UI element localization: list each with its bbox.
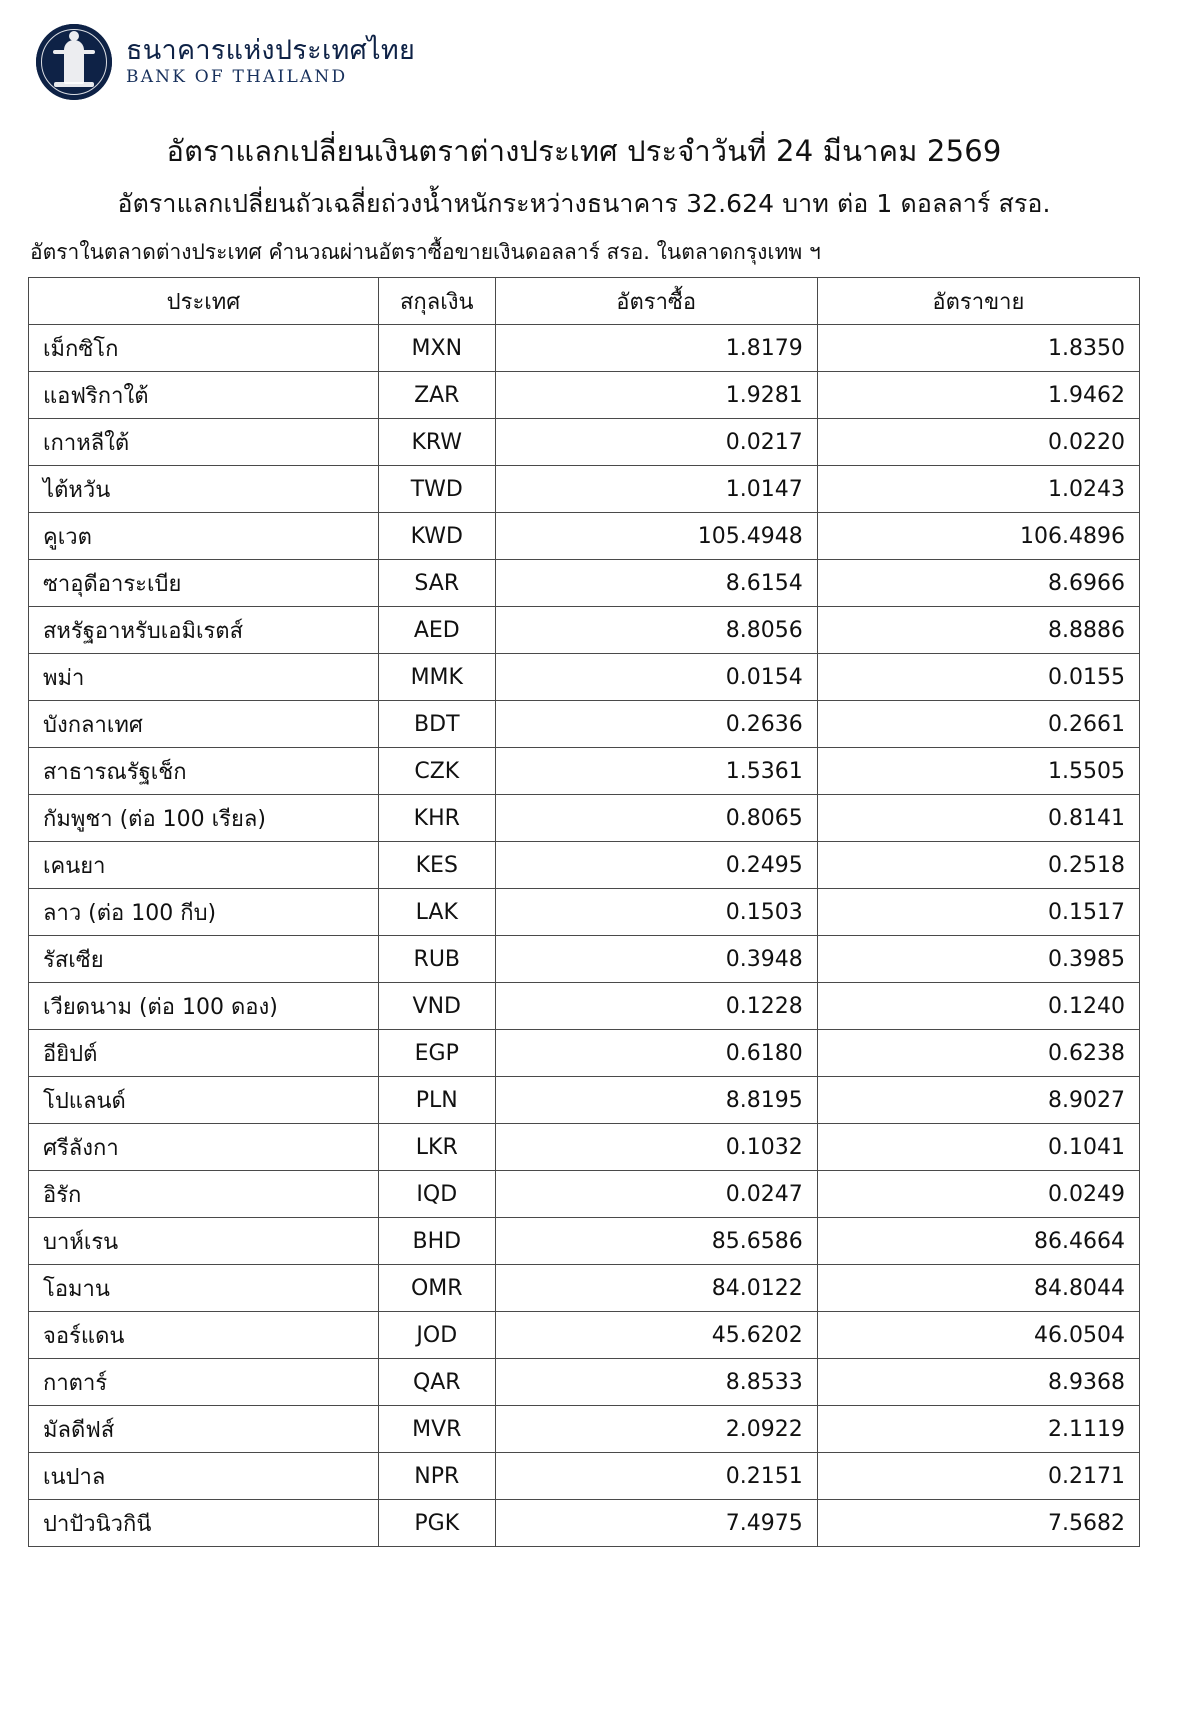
cell-sell-rate: 0.2518: [817, 842, 1139, 889]
cell-sell-rate: 0.2661: [817, 701, 1139, 748]
cell-country: กัมพูชา (ต่อ 100 เรียล): [29, 795, 379, 842]
table-row: [29, 1312, 1140, 1359]
cell-currency-code: JOD: [378, 1312, 495, 1359]
cell-currency-code: RUB: [378, 936, 495, 983]
cell-sell-rate: 86.4664: [817, 1218, 1139, 1265]
table-row: [29, 607, 1140, 654]
cell-currency-code: LKR: [378, 1124, 495, 1171]
cell-country: ซาอุดีอาระเบีย: [29, 560, 379, 607]
cell-currency-code: SAR: [378, 560, 495, 607]
cell-sell-rate: 0.6238: [817, 1030, 1139, 1077]
cell-buy-rate: 8.8533: [495, 1359, 817, 1406]
cell-buy-rate: 1.9281: [495, 372, 817, 419]
brand-name-en: BANK OF THAILAND: [126, 67, 348, 88]
table-row: [29, 889, 1140, 936]
cell-buy-rate: 0.8065: [495, 795, 817, 842]
cell-currency-code: PGK: [378, 1500, 495, 1547]
cell-sell-rate: 1.8350: [817, 325, 1139, 372]
cell-sell-rate: 1.9462: [817, 372, 1139, 419]
table-row: [29, 701, 1140, 748]
cell-country: จอร์แดน: [29, 1312, 379, 1359]
table-row: [29, 654, 1140, 701]
cell-country: เวียดนาม (ต่อ 100 ดอง): [29, 983, 379, 1030]
cell-country: บาห์เรน: [29, 1218, 379, 1265]
table-row: [29, 466, 1140, 513]
table-row: [29, 1077, 1140, 1124]
cell-currency-code: KRW: [378, 419, 495, 466]
cell-currency-code: BDT: [378, 701, 495, 748]
cell-country: มัลดีฟส์: [29, 1406, 379, 1453]
cell-sell-rate: 106.4896: [817, 513, 1139, 560]
table-row: [29, 325, 1140, 372]
cell-sell-rate: 8.8886: [817, 607, 1139, 654]
cell-country: พม่า: [29, 654, 379, 701]
cell-sell-rate: 8.9368: [817, 1359, 1139, 1406]
cell-sell-rate: 0.1240: [817, 983, 1139, 1030]
cell-currency-code: KWD: [378, 513, 495, 560]
table-row: [29, 1218, 1140, 1265]
cell-buy-rate: 1.8179: [495, 325, 817, 372]
cell-buy-rate: 0.1503: [495, 889, 817, 936]
table-row: [29, 842, 1140, 889]
page-title: อัตราแลกเปลี่ยนเงินตราต่างประเทศ ประจำวันที่ 24 มีนาคม 2569: [166, 134, 1002, 168]
cell-sell-rate: 7.5682: [817, 1500, 1139, 1547]
cell-currency-code: BHD: [378, 1218, 495, 1265]
cell-buy-rate: 8.8056: [495, 607, 817, 654]
cell-buy-rate: 85.6586: [495, 1218, 817, 1265]
column-header-country: ประเทศ: [29, 278, 379, 325]
title-block: [28, 128, 1140, 224]
table-row: [29, 983, 1140, 1030]
table-row: [29, 1359, 1140, 1406]
cell-currency-code: KHR: [378, 795, 495, 842]
column-header-buy-rate: อัตราซื้อ: [495, 278, 817, 325]
cell-sell-rate: 8.9027: [817, 1077, 1139, 1124]
page-note: อัตราในตลาดต่างประเทศ คำนวณผ่านอัตราซื้อขายเงินดอลลาร์ สรอ. ในตลาดกรุงเทพ ฯ: [30, 240, 821, 264]
cell-currency-code: KES: [378, 842, 495, 889]
cell-sell-rate: 0.1041: [817, 1124, 1139, 1171]
column-header-currency: สกุลเงิน: [378, 278, 495, 325]
column-header-sell-rate: อัตราขาย: [817, 278, 1139, 325]
bank-logo-header: [28, 18, 1140, 110]
cell-country: โอมาน: [29, 1265, 379, 1312]
cell-country: ไต้หวัน: [29, 466, 379, 513]
cell-buy-rate: 1.0147: [495, 466, 817, 513]
table-row: [29, 1030, 1140, 1077]
exchange-rate-table: [28, 277, 1140, 1547]
cell-buy-rate: 7.4975: [495, 1500, 817, 1547]
table-row: [29, 1500, 1140, 1547]
cell-buy-rate: 0.1032: [495, 1124, 817, 1171]
cell-country: บังกลาเทศ: [29, 701, 379, 748]
table-row: [29, 1171, 1140, 1218]
cell-sell-rate: 1.5505: [817, 748, 1139, 795]
cell-currency-code: MVR: [378, 1406, 495, 1453]
cell-currency-code: MXN: [378, 325, 495, 372]
cell-buy-rate: 2.0922: [495, 1406, 817, 1453]
cell-country: ศรีลังกา: [29, 1124, 379, 1171]
table-row: [29, 1453, 1140, 1500]
cell-buy-rate: 0.2636: [495, 701, 817, 748]
cell-country: เม็กซิโก: [29, 325, 379, 372]
page-subtitle: อัตราแลกเปลี่ยนถัวเฉลี่ยถ่วงน้ำหนักระหว่างธนาคาร 32.624 บาท ต่อ 1 ดอลลาร์ สรอ.: [117, 189, 1051, 218]
cell-sell-rate: 0.2171: [817, 1453, 1139, 1500]
cell-sell-rate: 2.1119: [817, 1406, 1139, 1453]
table-row: [29, 795, 1140, 842]
cell-sell-rate: 0.8141: [817, 795, 1139, 842]
cell-buy-rate: 0.3948: [495, 936, 817, 983]
cell-country: อิรัก: [29, 1171, 379, 1218]
cell-buy-rate: 105.4948: [495, 513, 817, 560]
cell-country: คูเวต: [29, 513, 379, 560]
table-row: [29, 513, 1140, 560]
brand-name-th: ธนาคารแห่งประเทศไทย: [126, 34, 416, 66]
cell-currency-code: NPR: [378, 1453, 495, 1500]
cell-currency-code: TWD: [378, 466, 495, 513]
cell-buy-rate: 0.2151: [495, 1453, 817, 1500]
table-row: [29, 560, 1140, 607]
cell-country: แอฟริกาใต้: [29, 372, 379, 419]
cell-country: เกาหลีใต้: [29, 419, 379, 466]
cell-sell-rate: 0.0249: [817, 1171, 1139, 1218]
cell-country: สาธารณรัฐเช็ก: [29, 748, 379, 795]
cell-country: ลาว (ต่อ 100 กีบ): [29, 889, 379, 936]
table-row: [29, 748, 1140, 795]
cell-country: โปแลนด์: [29, 1077, 379, 1124]
cell-sell-rate: 8.6966: [817, 560, 1139, 607]
cell-buy-rate: 8.8195: [495, 1077, 817, 1124]
cell-sell-rate: 0.0220: [817, 419, 1139, 466]
cell-buy-rate: 0.0247: [495, 1171, 817, 1218]
cell-country: เนปาล: [29, 1453, 379, 1500]
cell-sell-rate: 46.0504: [817, 1312, 1139, 1359]
cell-buy-rate: 0.1228: [495, 983, 817, 1030]
cell-country: สหรัฐอาหรับเอมิเรตส์: [29, 607, 379, 654]
cell-sell-rate: 84.8044: [817, 1265, 1139, 1312]
table-row: [29, 1265, 1140, 1312]
cell-country: เคนยา: [29, 842, 379, 889]
cell-currency-code: QAR: [378, 1359, 495, 1406]
cell-buy-rate: 0.6180: [495, 1030, 817, 1077]
cell-currency-code: PLN: [378, 1077, 495, 1124]
cell-currency-code: EGP: [378, 1030, 495, 1077]
cell-buy-rate: 45.6202: [495, 1312, 817, 1359]
cell-buy-rate: 8.6154: [495, 560, 817, 607]
cell-currency-code: LAK: [378, 889, 495, 936]
cell-currency-code: MMK: [378, 654, 495, 701]
table-body: [29, 325, 1140, 1547]
cell-sell-rate: 1.0243: [817, 466, 1139, 513]
cell-sell-rate: 0.3985: [817, 936, 1139, 983]
cell-currency-code: AED: [378, 607, 495, 654]
cell-currency-code: ZAR: [378, 372, 495, 419]
cell-country: รัสเซีย: [29, 936, 379, 983]
brand-text: [126, 34, 416, 88]
cell-buy-rate: 0.0217: [495, 419, 817, 466]
cell-sell-rate: 0.0155: [817, 654, 1139, 701]
cell-buy-rate: 0.0154: [495, 654, 817, 701]
table-row: [29, 936, 1140, 983]
cell-currency-code: IQD: [378, 1171, 495, 1218]
cell-country: ปาปัวนิวกินี: [29, 1500, 379, 1547]
cell-country: กาตาร์: [29, 1359, 379, 1406]
table-row: [29, 372, 1140, 419]
cell-buy-rate: 84.0122: [495, 1265, 817, 1312]
table-header-row: [29, 278, 1140, 325]
cell-sell-rate: 0.1517: [817, 889, 1139, 936]
table-row: [29, 1124, 1140, 1171]
cell-currency-code: VND: [378, 983, 495, 1030]
table-row: [29, 419, 1140, 466]
cell-country: อียิปต์: [29, 1030, 379, 1077]
cell-currency-code: OMR: [378, 1265, 495, 1312]
cell-currency-code: CZK: [378, 748, 495, 795]
cell-buy-rate: 1.5361: [495, 748, 817, 795]
table-header: [29, 278, 1140, 325]
cell-buy-rate: 0.2495: [495, 842, 817, 889]
bank-of-thailand-seal-icon: [36, 24, 112, 100]
table-row: [29, 1406, 1140, 1453]
